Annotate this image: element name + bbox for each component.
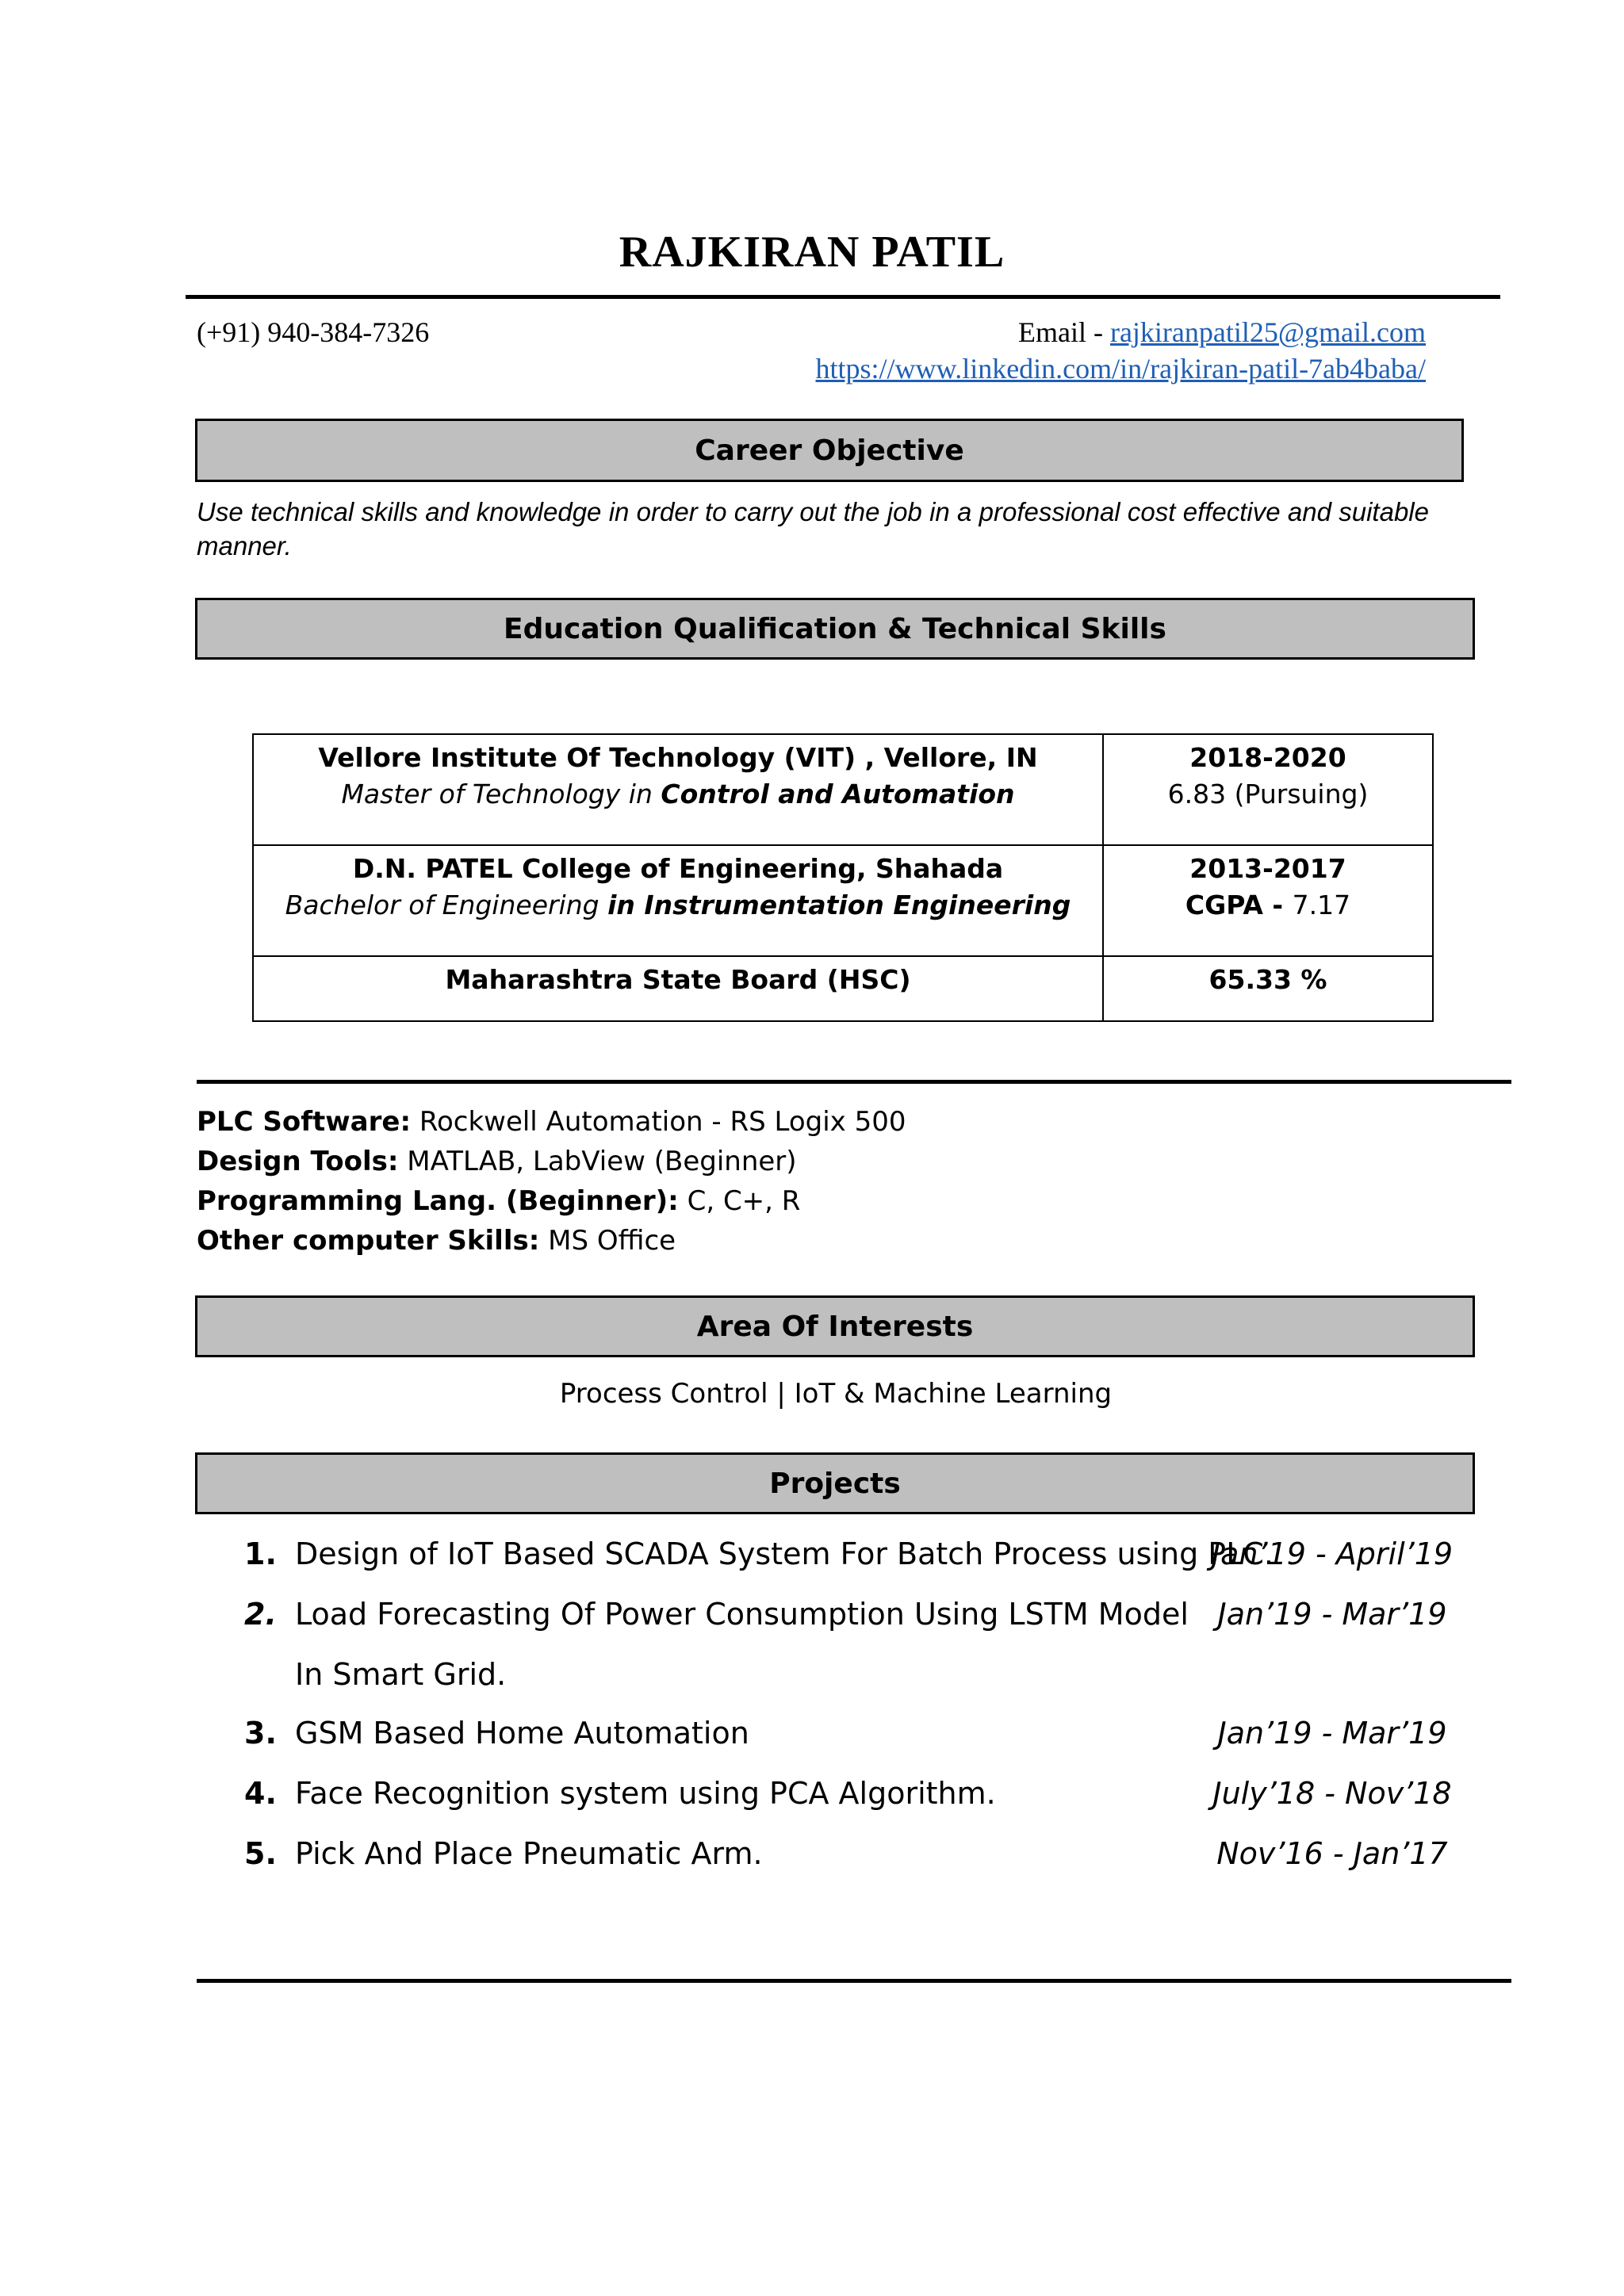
email-line	[1018, 316, 1426, 349]
education-table	[252, 733, 1434, 1022]
institution-name: Vellore Institute Of Technology (VIT) , Vellore, IN	[318, 742, 1038, 773]
footer-divider	[197, 1979, 1511, 1983]
score	[1110, 887, 1426, 924]
project-date: Jan’19 - April’19	[1211, 1536, 1454, 1571]
education-row	[253, 734, 1433, 845]
linkedin-link[interactable]: https://www.linkedin.com/in/rajkiran-patil-7ab4baba/	[815, 353, 1426, 385]
interests-text: Process Control | IoT & Machine Learning	[559, 1378, 1113, 1410]
education-score-cell	[1103, 734, 1433, 845]
institution-name: Maharashtra State Board (HSC)	[445, 964, 911, 995]
project-number: 3.	[244, 1716, 277, 1751]
education-institution-cell	[253, 956, 1103, 1021]
phone-number: (+91) 940-384-7326	[197, 316, 430, 348]
project-title: GSM Based Home Automation	[295, 1716, 749, 1751]
skill-line	[197, 1181, 906, 1221]
technical-skills	[197, 1102, 906, 1261]
project-number: 1.	[244, 1536, 277, 1571]
education-heading: Education Qualification & Technical Skills	[195, 598, 1475, 660]
project-number: 4.	[244, 1776, 277, 1811]
project-title: Pick And Place Pneumatic Arm.	[295, 1836, 763, 1871]
skills-divider	[197, 1080, 1511, 1084]
candidate-name: RAJKIRAN PATIL	[619, 228, 1005, 277]
education-row	[253, 845, 1433, 956]
project-title: Design of IoT Based SCADA System For Batch Process using PLC.	[295, 1536, 1274, 1571]
project-date: Nov’16 - Jan’17	[1216, 1836, 1448, 1871]
header-divider	[186, 295, 1500, 299]
degree-prefix: Master of Technology in	[341, 779, 661, 809]
skill-value: MS Office	[539, 1225, 676, 1257]
years: 2013-2017	[1189, 853, 1346, 884]
score: 65.33 %	[1208, 964, 1327, 995]
skill-line	[197, 1221, 906, 1261]
skill-line	[197, 1102, 906, 1142]
education-institution-cell	[253, 734, 1103, 845]
degree	[260, 776, 1096, 813]
degree	[260, 887, 1096, 924]
career-objective-heading: Career Objective	[195, 419, 1464, 482]
score-label: CGPA -	[1185, 890, 1293, 920]
skill-value: C, C+, R	[678, 1185, 801, 1217]
project-title: Face Recognition system using PCA Algorithm.	[295, 1776, 996, 1811]
projects-heading: Projects	[195, 1452, 1475, 1514]
skill-label: Other computer Skills:	[197, 1225, 540, 1257]
email-label: Email -	[1017, 316, 1110, 348]
score: 6.83 (Pursuing)	[1167, 779, 1369, 809]
project-title: Load Forecasting Of Power Consumption Using LSTM Model	[295, 1597, 1189, 1632]
career-objective-text: Use technical skills and knowledge in order to carry out the job in a professional cost effective and suitable manner.	[197, 497, 1429, 561]
linkedin-line	[816, 352, 1426, 385]
project-number: 5.	[244, 1836, 277, 1871]
education-score-cell	[1103, 956, 1433, 1021]
skill-line	[197, 1142, 906, 1181]
degree-prefix: Bachelor of Engineering	[285, 890, 608, 920]
skill-value: Rockwell Automation - RS Logix 500	[411, 1106, 906, 1138]
skill-value: MATLAB, LabView (Beginner)	[398, 1146, 797, 1177]
interests-heading: Area Of Interests	[195, 1295, 1475, 1357]
project-number: 2.	[244, 1597, 277, 1632]
project-date: Jan’19 - Mar’19	[1217, 1597, 1447, 1632]
project-date: Jan’19 - Mar’19	[1217, 1716, 1447, 1751]
score-value: 7.17	[1292, 890, 1351, 920]
project-title-continued: In Smart Grid.	[295, 1657, 507, 1692]
education-institution-cell	[253, 845, 1103, 956]
email-link[interactable]: rajkiranpatil25@gmail.com	[1109, 316, 1426, 348]
skill-label: PLC Software:	[197, 1106, 412, 1138]
education-row	[253, 956, 1433, 1021]
education-score-cell	[1103, 845, 1433, 956]
degree-field: in Instrumentation Engineering	[607, 890, 1071, 920]
years: 2018-2020	[1189, 742, 1346, 773]
degree-field: Control and Automation	[661, 779, 1015, 809]
skill-label: Design Tools:	[197, 1146, 399, 1177]
skill-label: Programming Lang. (Beginner):	[197, 1185, 679, 1217]
project-date: July’18 - Nov’18	[1212, 1776, 1452, 1811]
institution-name: D.N. PATEL College of Engineering, Shahada	[352, 853, 1004, 884]
